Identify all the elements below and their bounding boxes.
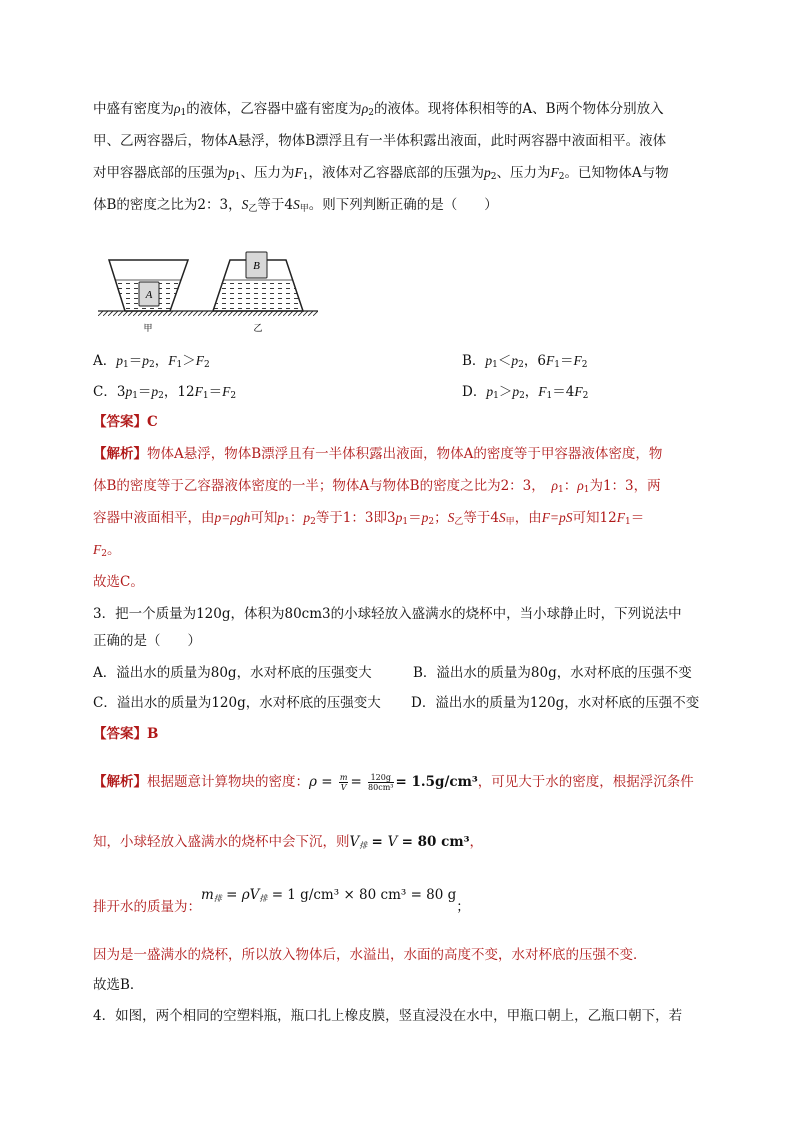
q2-answer: 【答案】C bbox=[93, 414, 158, 430]
q2-stem-line3 bbox=[93, 163, 669, 187]
option-d-label: D． bbox=[462, 384, 487, 400]
option-c[interactable]: C．溢出水的质量为120g，水对杯底的压强变大 bbox=[93, 695, 381, 711]
text: 等于1：3即3 bbox=[315, 510, 396, 526]
sub: 2 bbox=[203, 360, 210, 370]
option-a[interactable]: A．$p_1=p_2$，$F_1>F_2$ bbox=[93, 353, 210, 370]
text: 根据题意计算物块的密度： bbox=[147, 774, 309, 790]
sub: 2 bbox=[582, 391, 589, 401]
var-F: F bbox=[545, 353, 555, 368]
var-p: p bbox=[151, 384, 159, 399]
var-S: S bbox=[292, 197, 300, 212]
text: 知，小球轻放入盛满水的烧杯中会下沉，则 bbox=[93, 834, 350, 850]
rho: ρ bbox=[361, 101, 369, 116]
sub: 2 bbox=[581, 360, 588, 370]
var-p: p bbox=[303, 510, 311, 525]
sub: 乙 bbox=[454, 517, 464, 527]
text: 、压力为 bbox=[496, 165, 551, 181]
sub: 1 bbox=[583, 485, 590, 495]
sub: 1 bbox=[234, 172, 241, 182]
caption-yi: 乙 bbox=[253, 324, 263, 334]
var-p: p bbox=[421, 510, 429, 525]
q3-analysis-line4: 因为是一盛满水的烧杯，所以放入物体后，水溢出，水面的高度不变，水对杯底的压强不变． bbox=[93, 947, 647, 963]
var-F: F bbox=[222, 384, 231, 399]
q3-options-row1 bbox=[93, 663, 692, 683]
var-F: F bbox=[616, 510, 625, 525]
sub: 乙 bbox=[248, 204, 258, 214]
text: ， bbox=[469, 834, 484, 850]
sub: 2 bbox=[148, 360, 155, 370]
text: 容器中液面相平，由 bbox=[93, 510, 215, 526]
var-S: S bbox=[498, 510, 506, 525]
var-F: F bbox=[574, 384, 583, 399]
q3-analysis-line3 bbox=[93, 887, 470, 921]
text: 为1：3，两 bbox=[589, 478, 661, 494]
var-F: F bbox=[194, 384, 203, 399]
sub: 2 bbox=[230, 391, 237, 401]
q3-stem-line1: 3．把一个质量为120g，体积为80cm3的小球轻放入盛满水的烧杯中，当小球静止时，下列说法中 bbox=[93, 606, 682, 622]
sub: 1 bbox=[302, 172, 309, 182]
sub: 1 bbox=[554, 360, 560, 370]
var-F: F bbox=[573, 353, 582, 368]
option-b-label: B． bbox=[462, 353, 486, 369]
option-a[interactable]: A．溢出水的质量为80g，水对杯底的压强变大 bbox=[93, 665, 372, 681]
text: 物体A悬浮，物体B漂浮且有一半体积露出液面，物体A的密度等于甲容器液体密度，物 bbox=[147, 446, 663, 462]
denominator: V bbox=[340, 783, 347, 792]
sub: 1 bbox=[558, 485, 564, 495]
container-diagram bbox=[93, 236, 323, 336]
text: ，由 bbox=[514, 510, 542, 526]
var-p: p bbox=[142, 353, 149, 368]
sub: 2 bbox=[490, 172, 497, 182]
var-S: S bbox=[447, 510, 455, 525]
fraction-m-v bbox=[339, 773, 349, 792]
sub: 甲 bbox=[299, 204, 309, 214]
var-p: p bbox=[228, 165, 235, 180]
text: 体B的密度之比为2：3， bbox=[93, 197, 242, 213]
q2-options-row1 bbox=[93, 351, 588, 375]
text: 的液体，乙容器中盛有密度为 bbox=[186, 101, 362, 117]
q2-stem-line2: 甲、乙两容器后，物体A悬浮，物体B漂浮且有一半体积露出液面，此时两容器中液面相平。液体 bbox=[93, 133, 667, 149]
sub: 1 bbox=[624, 517, 631, 527]
var-F: F bbox=[168, 353, 177, 368]
text: 可知12 bbox=[572, 510, 617, 526]
q3-analysis-line2 bbox=[93, 832, 483, 856]
option-b[interactable]: B．溢出水的质量为80g，水对杯底的压强不变 bbox=[413, 665, 692, 681]
q2-analysis-line2: 体B的密度等于乙容器液体密度的一半；物体A与物体B的密度之比为2：3， $\rho_1$：$\rho_1$为1：3，两 bbox=[93, 478, 661, 495]
volume-formula: $V_排 = V = 80$ cm³ bbox=[349, 834, 470, 850]
var-p: p bbox=[512, 384, 520, 399]
fraction-values bbox=[368, 773, 393, 792]
sub: 2 bbox=[310, 517, 316, 527]
sub: 1 bbox=[180, 108, 187, 118]
var-F: F bbox=[538, 384, 547, 399]
text: 、压力为 bbox=[240, 165, 295, 181]
liquid-yi bbox=[213, 280, 303, 311]
result: = 1.5g/cm³ bbox=[395, 774, 478, 790]
sub: 1 bbox=[284, 517, 290, 527]
sub: 1 bbox=[176, 360, 183, 370]
q2-options-row2 bbox=[93, 382, 589, 406]
sub: 2 bbox=[158, 391, 164, 401]
sub: 2 bbox=[518, 360, 524, 370]
formula-p-rho-gh: p=ρgh bbox=[214, 510, 251, 525]
q3-options-row2 bbox=[93, 693, 700, 713]
option-d[interactable]: D．$p_1>p_2$，$F_1=4F_2$ bbox=[462, 384, 589, 401]
sub: 1 bbox=[546, 391, 553, 401]
var-p: p bbox=[485, 353, 493, 368]
sub: 1 bbox=[132, 391, 138, 401]
text: 。已知物体A与物 bbox=[564, 165, 669, 181]
var-F: F bbox=[195, 353, 204, 368]
var-F: F bbox=[294, 165, 303, 180]
q3-answer: 【答案】B bbox=[93, 726, 159, 742]
container-figure bbox=[93, 236, 323, 336]
object-a-label: A bbox=[145, 289, 153, 301]
text: 排开水的质量为： bbox=[93, 899, 201, 915]
q2-analysis-line3: 容器中液面相平，由p=ρgh可知$p_1$：$p_2$等于1：3即$3p_1=p_2$；$S_乙$等于$4S_甲$，由F=pS可知$12F_1=$ bbox=[93, 510, 645, 527]
numerator: 120g bbox=[368, 773, 393, 783]
q2-analysis-line4 bbox=[93, 540, 120, 564]
text: 体B的密度等于乙容器液体密度的一半；物体A与物体B的密度之比为2：3， bbox=[93, 478, 539, 494]
option-a-label: A． bbox=[93, 353, 117, 369]
rho: ρ bbox=[174, 101, 181, 116]
density-formula: ρ = $\frac{m}{V}$ = $\frac{120g}{\text{80cm³}}$ = 1.5g/cm³ bbox=[309, 773, 478, 792]
q2-conclusion: 故选C。 bbox=[93, 574, 144, 590]
denominator: 80cm³ bbox=[368, 783, 394, 792]
var-F: F bbox=[550, 165, 559, 180]
q3-conclusion: 故选B． bbox=[93, 977, 144, 993]
sub: 1 bbox=[402, 517, 409, 527]
var-p: p bbox=[277, 510, 285, 525]
sub: 甲 bbox=[505, 517, 515, 527]
sub: 1 bbox=[123, 360, 129, 370]
var-p: p bbox=[395, 510, 403, 525]
text: 对甲容器底部的压强为 bbox=[93, 165, 228, 181]
sub: 1 bbox=[492, 360, 498, 370]
var-p: p bbox=[483, 165, 491, 180]
q3-analysis-line1 bbox=[93, 772, 694, 792]
sub: 2 bbox=[558, 172, 565, 182]
sub: 1 bbox=[202, 391, 209, 401]
text: 。 bbox=[106, 542, 121, 558]
var-p: p bbox=[125, 384, 133, 399]
var-S: S bbox=[241, 197, 249, 212]
text: 。则下列判断正确的是（ ） bbox=[308, 197, 498, 213]
numerator: m bbox=[339, 773, 348, 782]
rho: ρ bbox=[577, 478, 584, 493]
rho: ρ bbox=[551, 478, 559, 493]
sub: 1 bbox=[493, 391, 499, 401]
object-b-label: B bbox=[253, 260, 260, 272]
text: 等于4 bbox=[463, 510, 499, 526]
option-b[interactable]: B．$p_1<p_2$，$6F_1=F_2$ bbox=[462, 353, 588, 370]
var-p: p bbox=[486, 384, 494, 399]
q2-stem-line1 bbox=[93, 99, 664, 123]
var-F: F bbox=[93, 542, 102, 557]
option-c-label: C． bbox=[93, 384, 117, 400]
q2-analysis-line1 bbox=[93, 444, 662, 464]
var-p: p bbox=[511, 353, 519, 368]
text: ； bbox=[456, 899, 470, 915]
sub: 2 bbox=[519, 391, 525, 401]
analysis-label: 【解析】 bbox=[93, 446, 147, 462]
text: ，液体对乙容器底部的压强为 bbox=[308, 165, 484, 181]
var-p: p bbox=[116, 353, 123, 368]
q3-stem-line2: 正确的是（ ） bbox=[93, 633, 201, 649]
text: 的液体。现将体积相等的A、B两个物体分别放入 bbox=[373, 101, 664, 117]
caption-jia: 甲 bbox=[143, 324, 153, 334]
q4-stem-line1: 4．如图，两个相同的空塑料瓶，瓶口扎上橡皮膜，竖直浸没在水中，甲瓶口朝上，乙瓶口朝下，若 bbox=[93, 1008, 683, 1024]
text: ，可见大于水的密度，根据浮沉条件 bbox=[477, 774, 694, 790]
text: 中盛有密度为 bbox=[93, 101, 174, 117]
sub: 2 bbox=[101, 549, 107, 559]
sub: 2 bbox=[368, 108, 374, 118]
analysis-label: 【解析】 bbox=[93, 774, 147, 790]
text: 可知 bbox=[250, 510, 278, 526]
formula-F-pS: F=pS bbox=[541, 510, 573, 525]
option-d[interactable]: D．溢出水的质量为120g，水对杯底的压强不变 bbox=[411, 695, 700, 711]
text: 等于4 bbox=[257, 197, 293, 213]
option-c[interactable]: C．$3p_1=p_2$，$12F_1=F_2$ bbox=[93, 384, 237, 401]
mass-formula: $m_排 = \rho V_排 = 1$ g/cm³ × 80 cm³ = 80 g bbox=[201, 887, 457, 903]
q2-stem-line4 bbox=[93, 195, 498, 219]
sub: 2 bbox=[428, 517, 435, 527]
